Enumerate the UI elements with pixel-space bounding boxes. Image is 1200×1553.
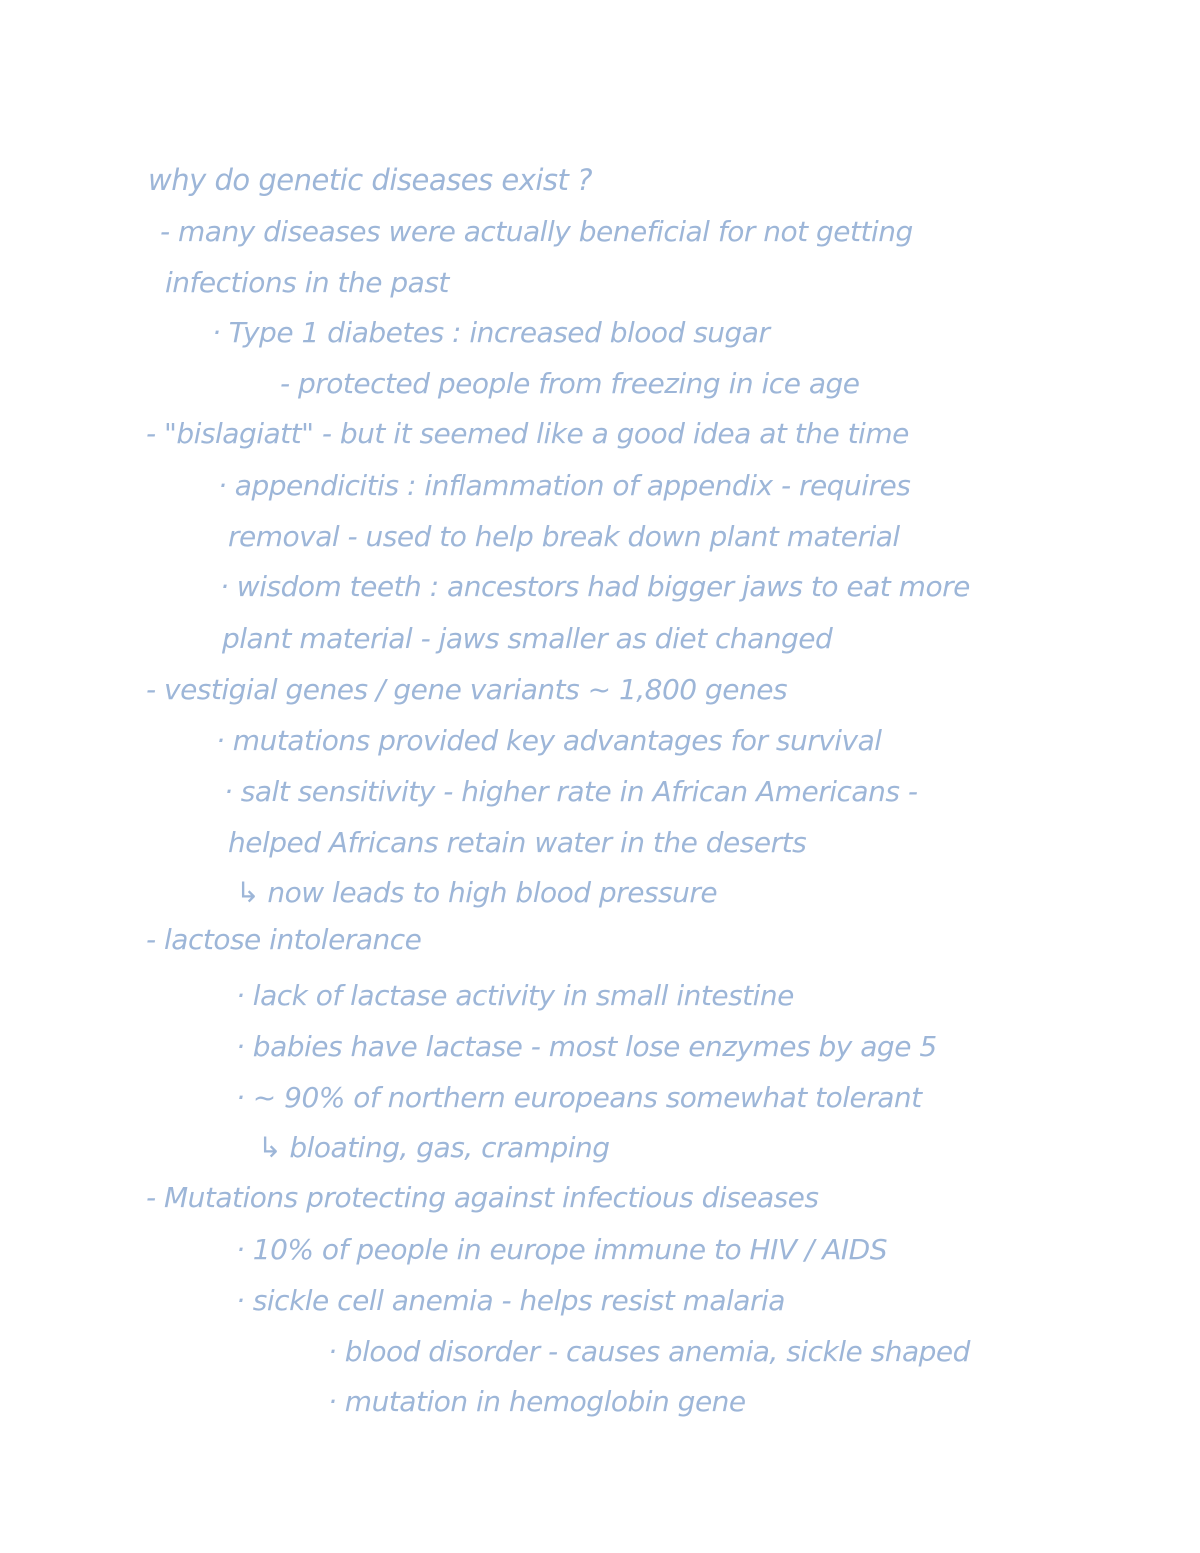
note-line: · appendicitis : inflammation of appendix - requires xyxy=(218,469,911,502)
note-line: · lack of lactase activity in small intestine xyxy=(236,979,794,1012)
note-line: plant material - jaws smaller as diet changed xyxy=(222,622,833,655)
note-line: · mutation in hemoglobin gene xyxy=(328,1385,746,1418)
note-line: ↳ now leads to high blood pressure xyxy=(236,876,718,909)
note-line: - vestigial genes / gene variants ~ 1,800 genes xyxy=(146,673,788,706)
note-line: · mutations provided key advantages for survival xyxy=(216,724,882,757)
note-line: - lactose intolerance xyxy=(146,923,422,956)
note-line: · salt sensitivity - higher rate in African Americans - xyxy=(224,775,918,808)
note-line: - many diseases were actually beneficial for not getting xyxy=(160,215,913,248)
note-line: · 10% of people in europe immune to HIV / AIDS xyxy=(236,1233,887,1266)
note-line: - "bislagiatt" - but it seemed like a good idea at the time xyxy=(146,417,909,450)
note-line: · ~ 90% of northern europeans somewhat tolerant xyxy=(236,1081,922,1114)
notes-heading: why do genetic diseases exist ? xyxy=(148,163,593,197)
note-line: ↳ bloating, gas, cramping xyxy=(258,1131,610,1164)
note-line: · Type 1 diabetes : increased blood sugar xyxy=(212,316,770,349)
note-line: · wisdom teeth : ancestors had bigger jaws to eat more xyxy=(220,570,970,603)
note-line: · sickle cell anemia - helps resist malaria xyxy=(236,1284,785,1317)
note-line: helped Africans retain water in the deserts xyxy=(228,826,807,859)
note-line: · blood disorder - causes anemia, sickle shaped xyxy=(328,1335,970,1368)
note-line: - Mutations protecting against infectious diseases xyxy=(146,1181,819,1214)
note-line: - protected people from freezing in ice age xyxy=(280,367,860,400)
note-line: infections in the past xyxy=(165,266,449,299)
note-line: · babies have lactase - most lose enzymes by age 5 xyxy=(236,1030,937,1063)
note-line: removal - used to help break down plant material xyxy=(228,520,900,553)
